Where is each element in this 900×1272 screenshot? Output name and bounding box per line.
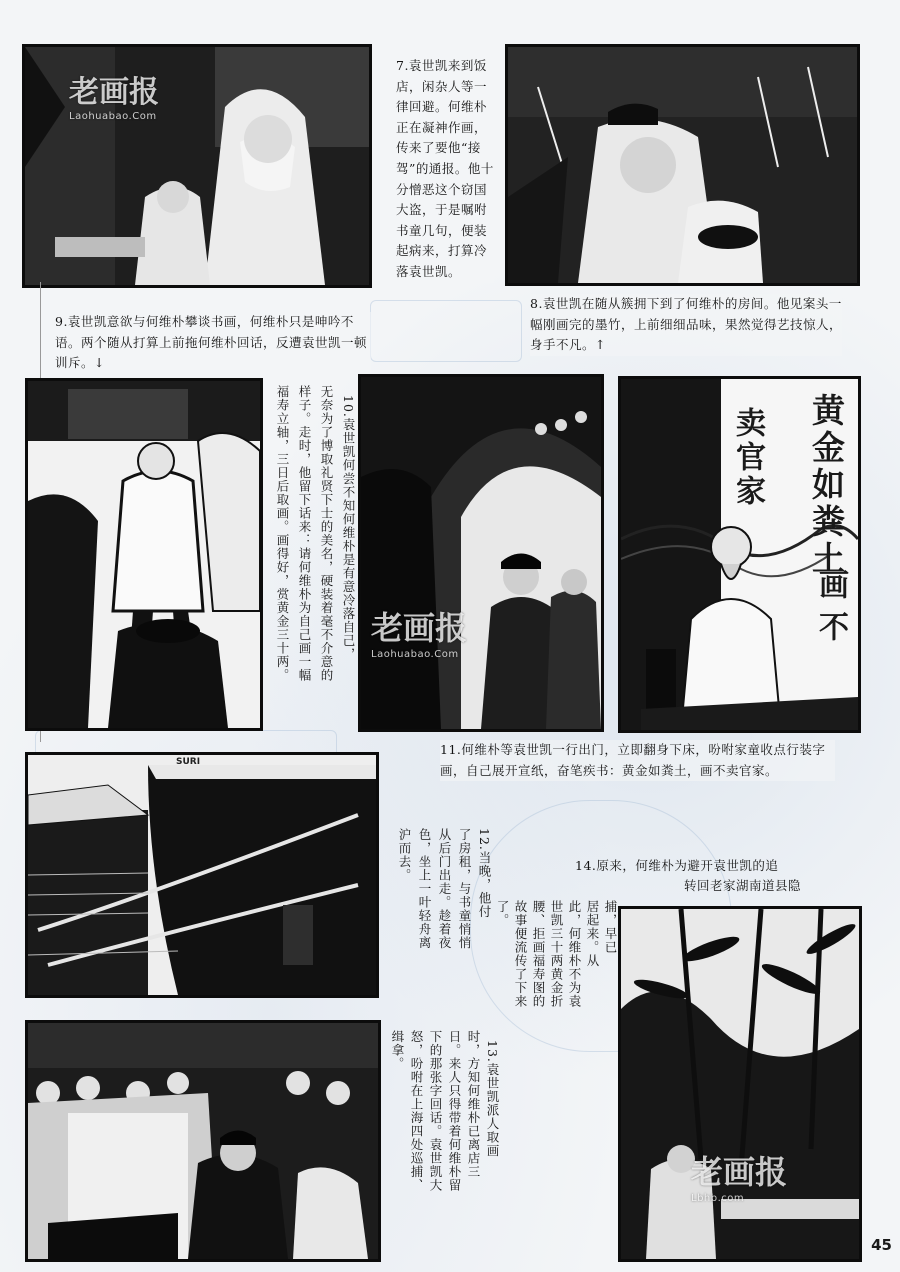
caption-14-vertical <box>546 900 618 1100</box>
caption-12-col: 沪而去。 <box>397 828 412 882</box>
caption-13-col: 下的那张字回话。袁世凯大 <box>428 1030 443 1192</box>
caption-10-col: 10.袁世凯何尝不知何维朴是有意冷落自己， <box>341 395 356 661</box>
caption-12-col: 色，坐上一叶轻舟离 <box>417 828 432 950</box>
panel-9-image <box>25 378 263 731</box>
caption-12-col: 了房租，与书童悄悄 <box>457 828 472 950</box>
ship-sign: SURI <box>176 757 201 767</box>
caption-10 <box>260 385 356 715</box>
caption-13-col: 怒，吩咐在上海四处巡捕、 <box>409 1030 424 1192</box>
caption-14-head: 14.原来，何维朴为避开袁世凯的追 <box>575 858 779 873</box>
caption-12-col: 12.当晚，他付 <box>477 828 492 919</box>
panel-14-image <box>618 906 862 1262</box>
panel-7-image <box>22 44 372 288</box>
caption-10-col: 样子。走时，他留下话来：请何维朴为自己画一幅 <box>297 385 312 682</box>
caption-11: 11.何维朴等袁世凯一行出门，立即翻身下床，吩咐家童收点行装字画，自己展开宣纸，奋笔疾书：黄金如粪土，画不卖官家。 <box>440 740 835 781</box>
calligraphy-line2: 画不 <box>813 569 848 653</box>
caption-13 <box>384 1030 500 1250</box>
caption-14-col: 居起来。从 <box>585 900 600 968</box>
panel-11-image <box>618 376 861 733</box>
caption-13-col: 缉拿。 <box>390 1030 405 1071</box>
caption-14-col: 了。 <box>495 900 510 927</box>
watermark: 老画报 Laohuabao.Com <box>371 609 468 660</box>
panel-12-image <box>25 752 379 998</box>
caption-10-col: 无奈为了博取礼贤下士的美名，硬装着毫不介意的 <box>319 385 334 682</box>
calligraphy-line3: 卖官家 <box>730 407 765 509</box>
caption-8: 8.袁世凯在随从簇拥下到了何维朴的房间。他见案头一幅刚画完的墨竹，上前细细品味，果然觉得艺技惊人，身手不凡。↑ <box>530 294 842 356</box>
caption-9: 9.袁世凯意欲与何维朴攀谈书画，何维朴只是呻吟不语。两个随从打算上前拖何维朴回话，反遭袁世凯一顿训斥。↓ <box>55 312 371 374</box>
caption-14-col: 世凯三十两黄金折 <box>549 900 564 1008</box>
caption-14-col: 故事便流传了下来 <box>513 900 528 1008</box>
panel-8-image <box>505 44 860 286</box>
caption-14-col: 此，何维朴不为袁 <box>567 900 582 1008</box>
caption-14-line2: 转回老家湖南道县隐 <box>684 878 802 893</box>
caption-14-col: 捕，早已 <box>603 900 618 954</box>
caption-12-col: 从后门出走。趁着夜 <box>437 828 452 950</box>
caption-13-col: 时，方知何维朴已离店三 <box>466 1030 481 1179</box>
background-sketch <box>370 300 522 362</box>
panel-10-image <box>358 374 604 732</box>
watermark: 老画报 Lbhb.com <box>691 1153 788 1204</box>
caption-13-col: 日。来人只得带着何维朴留 <box>447 1030 462 1192</box>
panel-13-image <box>25 1020 381 1262</box>
caption-13-col: 13.袁世凯派人取画 <box>485 1040 500 1158</box>
caption-14-col: 腰、拒画福寿图的 <box>531 900 546 1008</box>
page-number: 45 <box>871 1236 892 1254</box>
caption-7: 7.袁世凯来到饭店，闲杂人等一律回避。何维朴正在凝神作画，传来了要他“接驾”的通报。他十分憎恶这个窃国大盗，于是嘱咐书童几句，便装起病来，打算冷落袁世凯。 <box>396 56 494 283</box>
caption-12 <box>388 828 492 978</box>
caption-10-col: 福寿立轴，三日后取画。画得好，赏黄金三十两。 <box>275 385 290 682</box>
watermark: 老画报 Laohuabao.Com <box>69 75 159 122</box>
calligraphy-line1: 黄金如粪土 <box>807 393 846 578</box>
